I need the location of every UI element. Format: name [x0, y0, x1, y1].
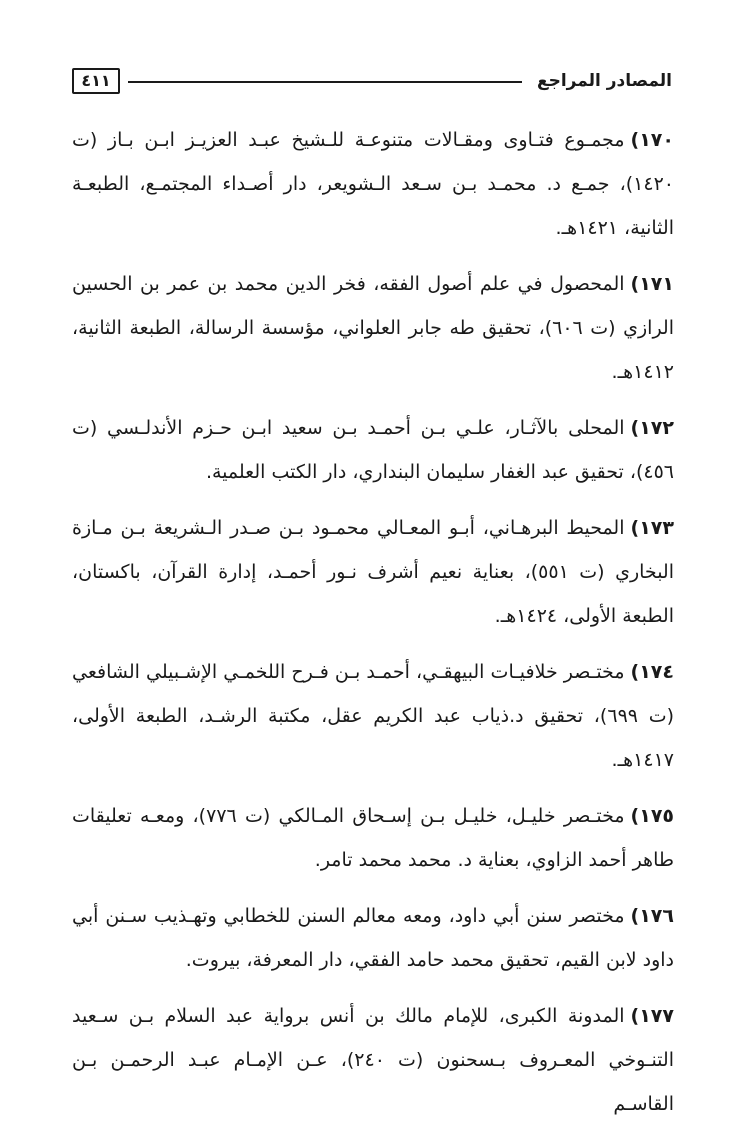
- entry-text: مجمـوع فتـاوى ومقـالات متنوعـة للـشيخ عبـد العزيـز ابـن بـاز (ت ١٤٢٠)، جمـع د. محمـد بـن سـعد الـشويعر، دار أصـداء المجتمـع، الطبعـة الثانية، ١٤٢١هـ.: [72, 129, 674, 239]
- entry-text: مختصر سنن أبي داود، ومعه معالم السنن للخطابي وتهـذيب سـنن أبي داود لابن القيم، تحقيق محمد حامد الفقي، دار المعرفة، بيروت.: [72, 905, 674, 971]
- entry-number: ١٧٧): [630, 1005, 674, 1027]
- bibliography-list: [72, 118, 674, 1138]
- header-rule: [128, 81, 522, 83]
- entry-number: ١٧١): [630, 273, 674, 295]
- entry-number: ١٧٣): [630, 517, 674, 539]
- entry-text: المحصول في علم أصول الفقه، فخر الدين محمد بن عمر بن الحسين الرازي (ت ٦٠٦)، تحقيق طه جابر العلواني، مؤسسة الرسالة، الطبعة الثانية، ١٤١٢هـ.: [72, 273, 674, 383]
- entry-text: المحيط البرهـاني، أبـو المعـالي محمـود بـن صـدر الـشريعة بـن مـازة البخاري (ت ٥٥١)، بعناية نعيم أشرف نـور أحمـد، إدارة القرآن، باكستان، الطبعة الأولى، ١٤٢٤هـ.: [72, 517, 674, 627]
- entry-number: ١٧٤): [630, 661, 674, 683]
- bibliography-entry-172: [72, 406, 674, 494]
- bibliography-entry-170: [72, 118, 674, 250]
- entry-number: ١٧٠): [630, 129, 674, 151]
- entry-text: مختـصر خليـل، خليـل بـن إسـحاق المـالكي (ت ٧٧٦)، ومعـه تعليقات طاهر أحمد الزاوي، بعناية د. محمد محمد تامر.: [72, 805, 674, 871]
- running-header: [72, 68, 672, 98]
- entry-text: مختـصر خلافيـات البيهقـي، أحمـد بـن فـرح اللخمـي الإشـبيلي الشافعي (ت ٦٩٩)، تحقيق د.ذياب عبد الكريم عقل، مكتبة الرشـد، الطبعة الأولى، ١٤١٧هـ.: [72, 661, 674, 771]
- entry-number: ١٧٦): [630, 905, 674, 927]
- entry-number: ١٧٥): [630, 805, 675, 827]
- bibliography-entry-174: [72, 650, 674, 782]
- entry-number: ١٧٢): [630, 417, 674, 439]
- bibliography-entry-177: [72, 994, 674, 1126]
- bibliography-entry-175: [72, 794, 674, 882]
- bibliography-entry-171: [72, 262, 674, 394]
- page-number-box: ٤١١: [72, 68, 120, 94]
- entry-text: المحلى بالآثـار، علـي بـن أحمـد بـن سعيد ابـن حـزم الأندلـسي (ت ٤٥٦)، تحقيق عبد الغفار سليمان البنداري، دار الكتب العلمية.: [72, 417, 674, 483]
- bibliography-entry-176: [72, 894, 674, 982]
- entry-text: المدونة الكبرى، للإمام مالك بن أنس برواية عبد السلام بـن سـعيد التنـوخي المعـروف بـسحنون (ت ٢٤٠)، عـن الإمـام عبـد الرحمـن بـن القاسـم: [72, 1005, 674, 1115]
- running-header-title: المصادر المراجع: [536, 71, 672, 91]
- bibliography-entry-173: [72, 506, 674, 638]
